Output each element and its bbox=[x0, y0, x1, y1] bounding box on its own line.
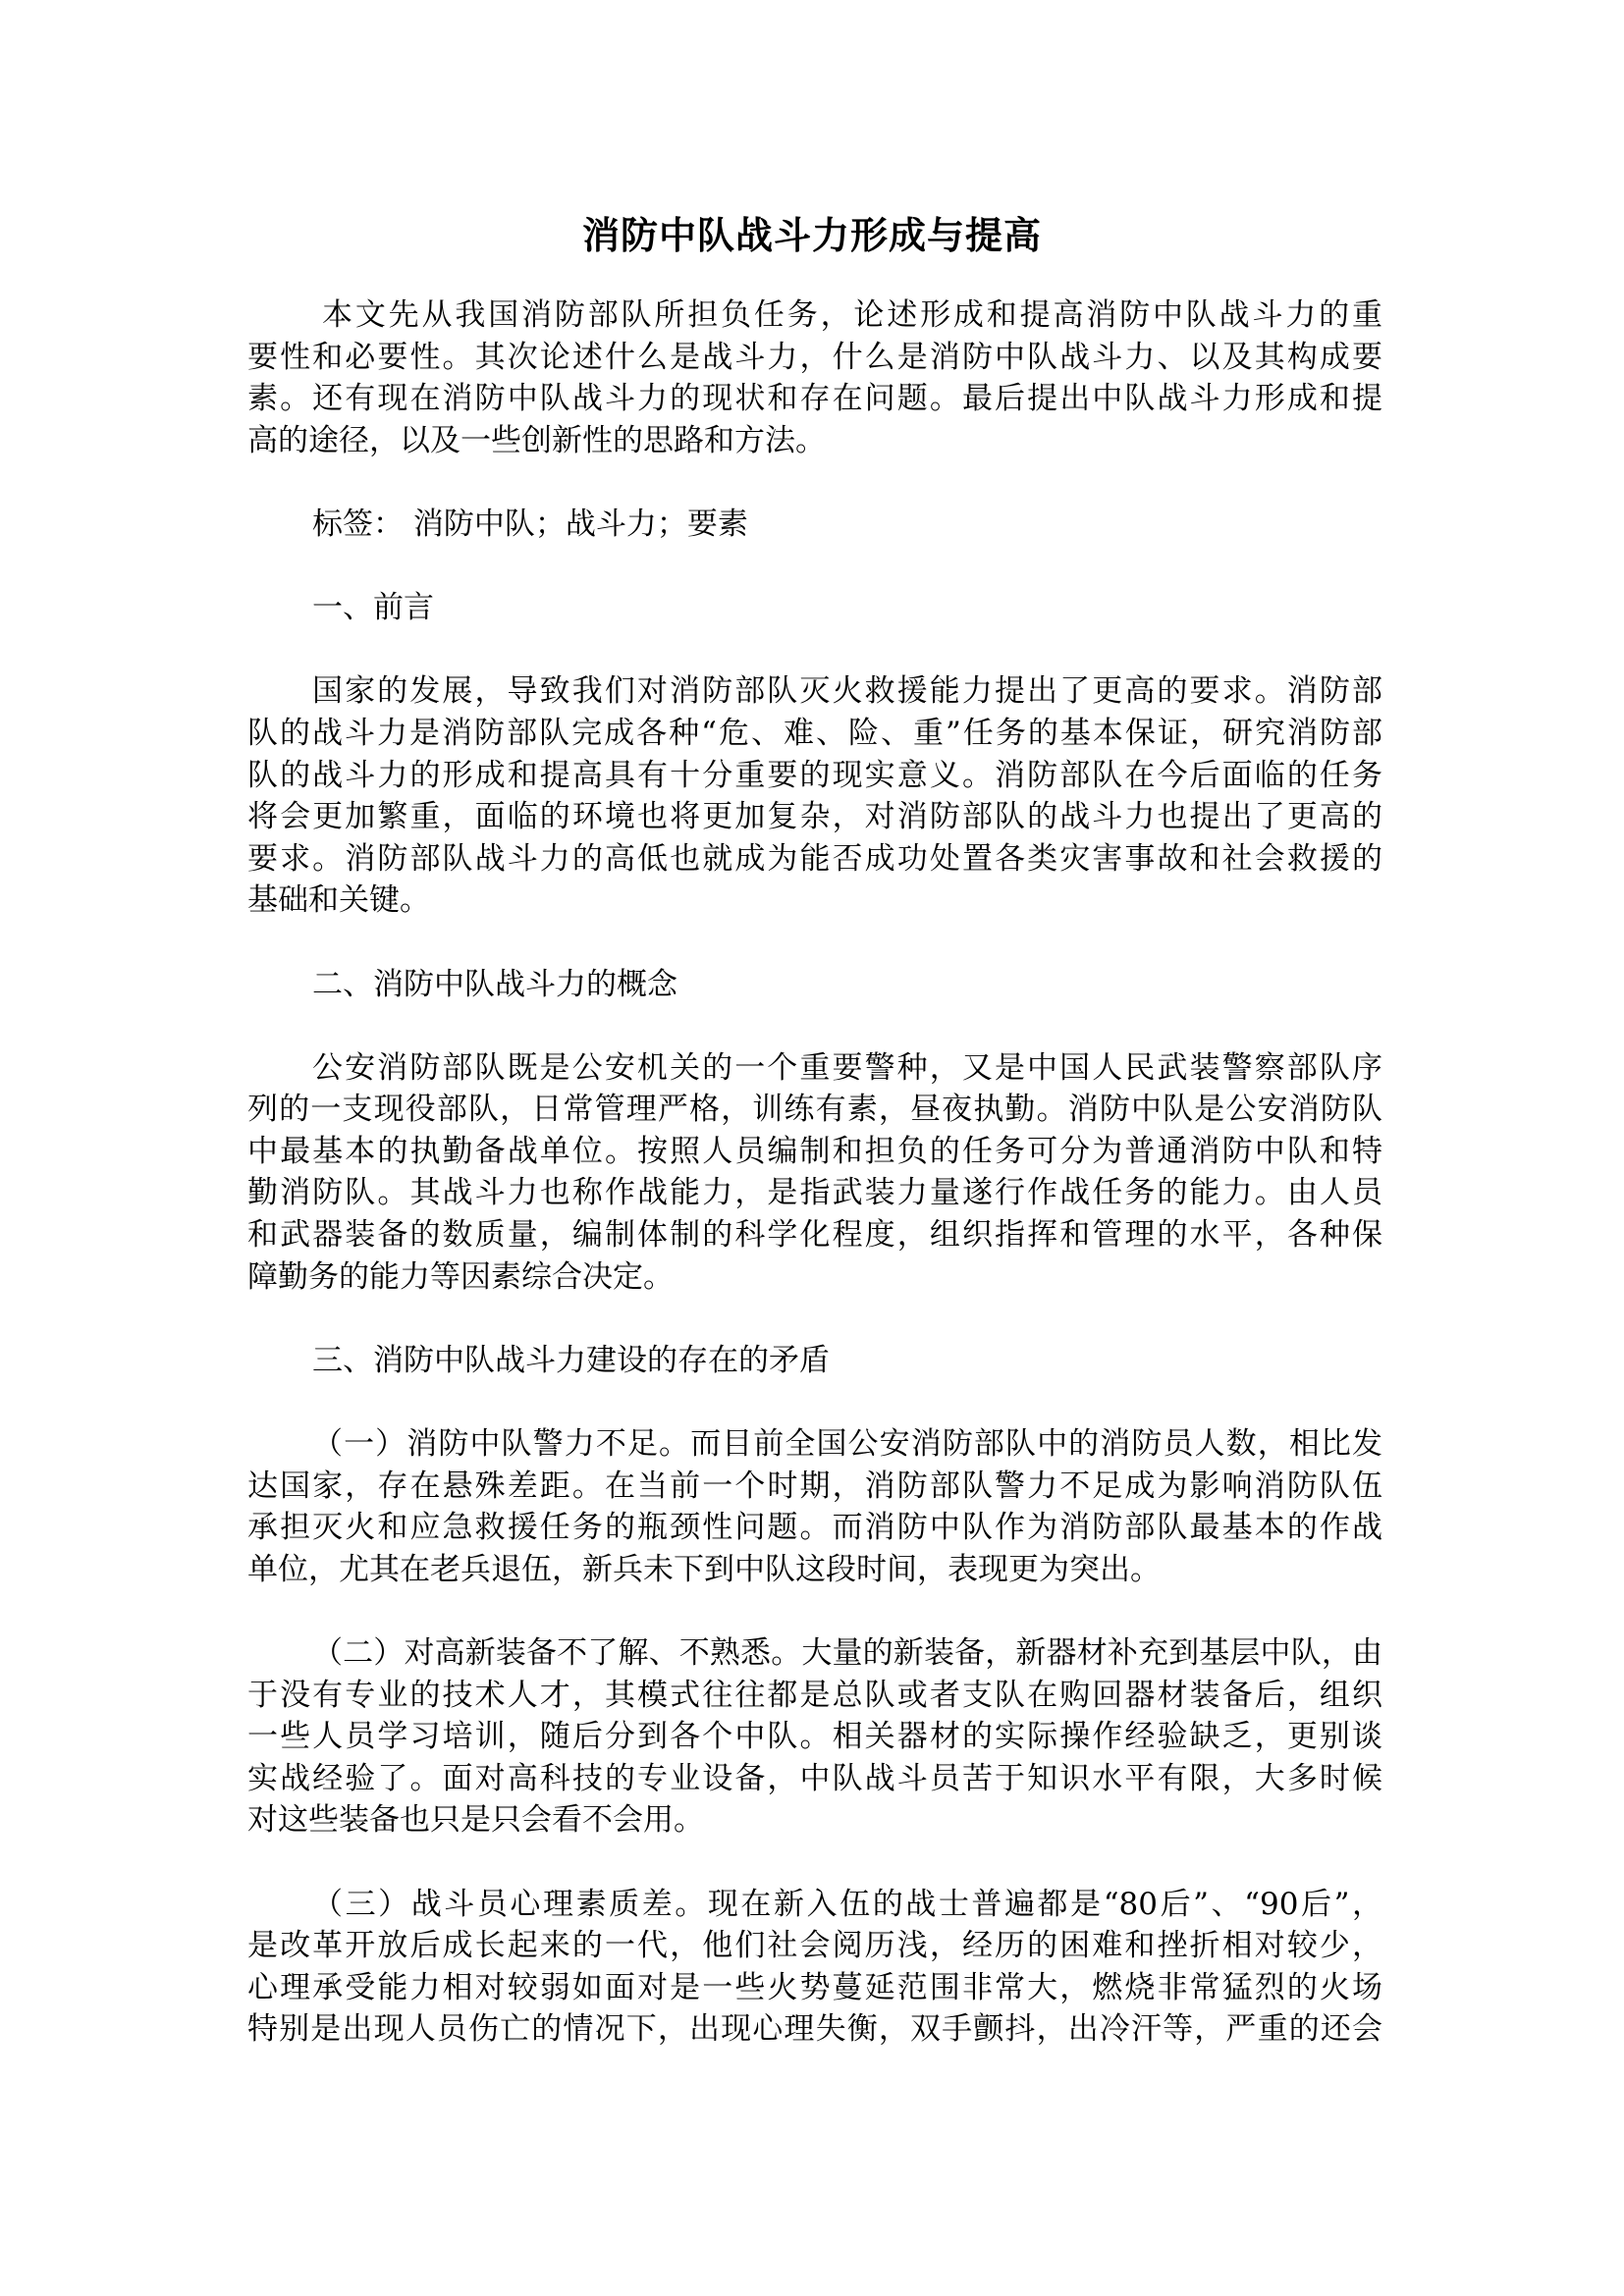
text-line: 标签： 消防中队；战斗力；要素 bbox=[312, 506, 748, 542]
text-line: 基础和关键。 bbox=[247, 882, 430, 919]
text-line: 中最基本的执勤备战单位。按照人员编制和担负的任务可分为普通消防中队和特 bbox=[247, 1133, 1382, 1169]
text-line: 承担灭火和应急救援任务的瓶颈性问题。而消防中队作为消防部队最基本的作战 bbox=[247, 1510, 1382, 1546]
text-line: 心理承受能力相对较弱如面对是一些火势蔓延范围非常大，燃烧非常猛烈的火场 bbox=[247, 1969, 1382, 2005]
text-line: 素。还有现在消防中队战斗力的现状和存在问题。最后提出中队战斗力形成和提 bbox=[247, 381, 1382, 417]
text-line: 队的战斗力是消防部队完成各种“危、难、险、重”任务的基本保证，研究消防部 bbox=[247, 715, 1382, 751]
paragraph-spacer bbox=[247, 1590, 1382, 1632]
text-line: （一）消防中队警力不足。而目前全国公安消防部队中的消防员人数，相比发 bbox=[312, 1426, 1382, 1463]
paragraph-spacer bbox=[247, 629, 1382, 671]
document-title: 消防中队战斗力形成与提高 bbox=[581, 213, 1042, 257]
body-paragraph bbox=[247, 670, 1382, 922]
text-line: 和武器装备的数质量，编制体制的科学化程度，组织指挥和管理的水平，各种保 bbox=[247, 1217, 1382, 1254]
abstract-paragraph bbox=[247, 294, 1382, 461]
text-line: 一些人员学习培训，随后分到各个中队。相关器材的实际操作经验缺乏，更别谈 bbox=[247, 1719, 1382, 1755]
text-line: 特别是出现人员伤亡的情况下，出现心理失衡，双手颤抖，出冷汗等，严重的还会 bbox=[247, 2011, 1382, 2048]
text-line: （三）战斗员心理素质差。现在新入伍的战士普遍都是“80后”、“90后”， bbox=[312, 1886, 1382, 1922]
body-paragraph bbox=[247, 1632, 1382, 1842]
text-line: 达国家，存在悬殊差距。在当前一个时期，消防部队警力不足成为影响消防队伍 bbox=[247, 1468, 1382, 1504]
body-paragraph bbox=[247, 1047, 1382, 1299]
section-heading bbox=[247, 1340, 1382, 1382]
text-line: 于没有专业的技术人才，其模式往往都是总队或者支队在购回器材装备后，组织 bbox=[247, 1677, 1382, 1713]
text-line: 是改革开放后成长起来的一代，他们社会阅历浅，经历的困难和挫折相对较少， bbox=[247, 1928, 1382, 1964]
text-line: 高的途径，以及一些创新性的思路和方法。 bbox=[247, 422, 826, 458]
paragraph-spacer bbox=[247, 1381, 1382, 1423]
section-heading bbox=[247, 587, 1382, 629]
text-line: 二、消防中队战斗力的概念 bbox=[312, 966, 677, 1002]
body-paragraph bbox=[247, 1884, 1382, 2051]
paragraph-spacer bbox=[247, 1842, 1382, 1884]
text-line: 三、消防中队战斗力建设的存在的矛盾 bbox=[312, 1342, 830, 1378]
document-body bbox=[247, 294, 1382, 2051]
text-line: 队的战斗力的形成和提高具有十分重要的现实意义。消防部队在今后面临的任务 bbox=[247, 757, 1382, 793]
text-line: 障勤务的能力等因素综合决定。 bbox=[247, 1258, 674, 1295]
text-line: （二）对高新装备不了解、不熟悉。大量的新装备，新器材补充到基层中队，由 bbox=[312, 1635, 1382, 1671]
text-line: 对这些装备也只是只会看不会用。 bbox=[247, 1802, 704, 1839]
paragraph-spacer bbox=[247, 1298, 1382, 1340]
text-line: 单位，尤其在老兵退伍，新兵未下到中队这段时间，表现更为突出。 bbox=[247, 1551, 1161, 1587]
text-line: 公安消防部队既是公安机关的一个重要警种，又是中国人民武装警察部队序 bbox=[312, 1049, 1382, 1086]
paragraph-spacer bbox=[247, 461, 1382, 504]
text-line: 列的一支现役部队，日常管理严格，训练有素，昼夜执勤。消防中队是公安消防队 bbox=[247, 1092, 1382, 1128]
keywords-line bbox=[247, 504, 1382, 546]
text-line: 国家的发展，导致我们对消防部队灭火救援能力提出了更高的要求。消防部 bbox=[312, 673, 1382, 710]
body-paragraph bbox=[247, 1423, 1382, 1590]
text-line: 本文先从我国消防部队所担负任务，论述形成和提高消防中队战斗力的重 bbox=[322, 297, 1382, 333]
text-line: 一、前言 bbox=[312, 590, 434, 626]
text-line: 将会更加繁重，面临的环境也将更加复杂，对消防部队的战斗力也提出了更高的 bbox=[247, 799, 1382, 835]
text-line: 实战经验了。面对高科技的专业设备，中队战斗员苦于知识水平有限，大多时候 bbox=[247, 1760, 1382, 1796]
paragraph-spacer bbox=[247, 922, 1382, 964]
paragraph-spacer bbox=[247, 546, 1382, 588]
text-line: 要性和必要性。其次论述什么是战斗力，什么是消防中队战斗力、以及其构成要 bbox=[247, 339, 1382, 375]
paragraph-spacer bbox=[247, 1005, 1382, 1047]
section-heading bbox=[247, 964, 1382, 1006]
text-line: 勤消防队。其战斗力也称作战能力，是指武装力量遂行作战任务的能力。由人员 bbox=[247, 1175, 1382, 1211]
text-line: 要求。消防部队战斗力的高低也就成为能否成功处置各类灾害事故和社会救援的 bbox=[247, 840, 1382, 877]
